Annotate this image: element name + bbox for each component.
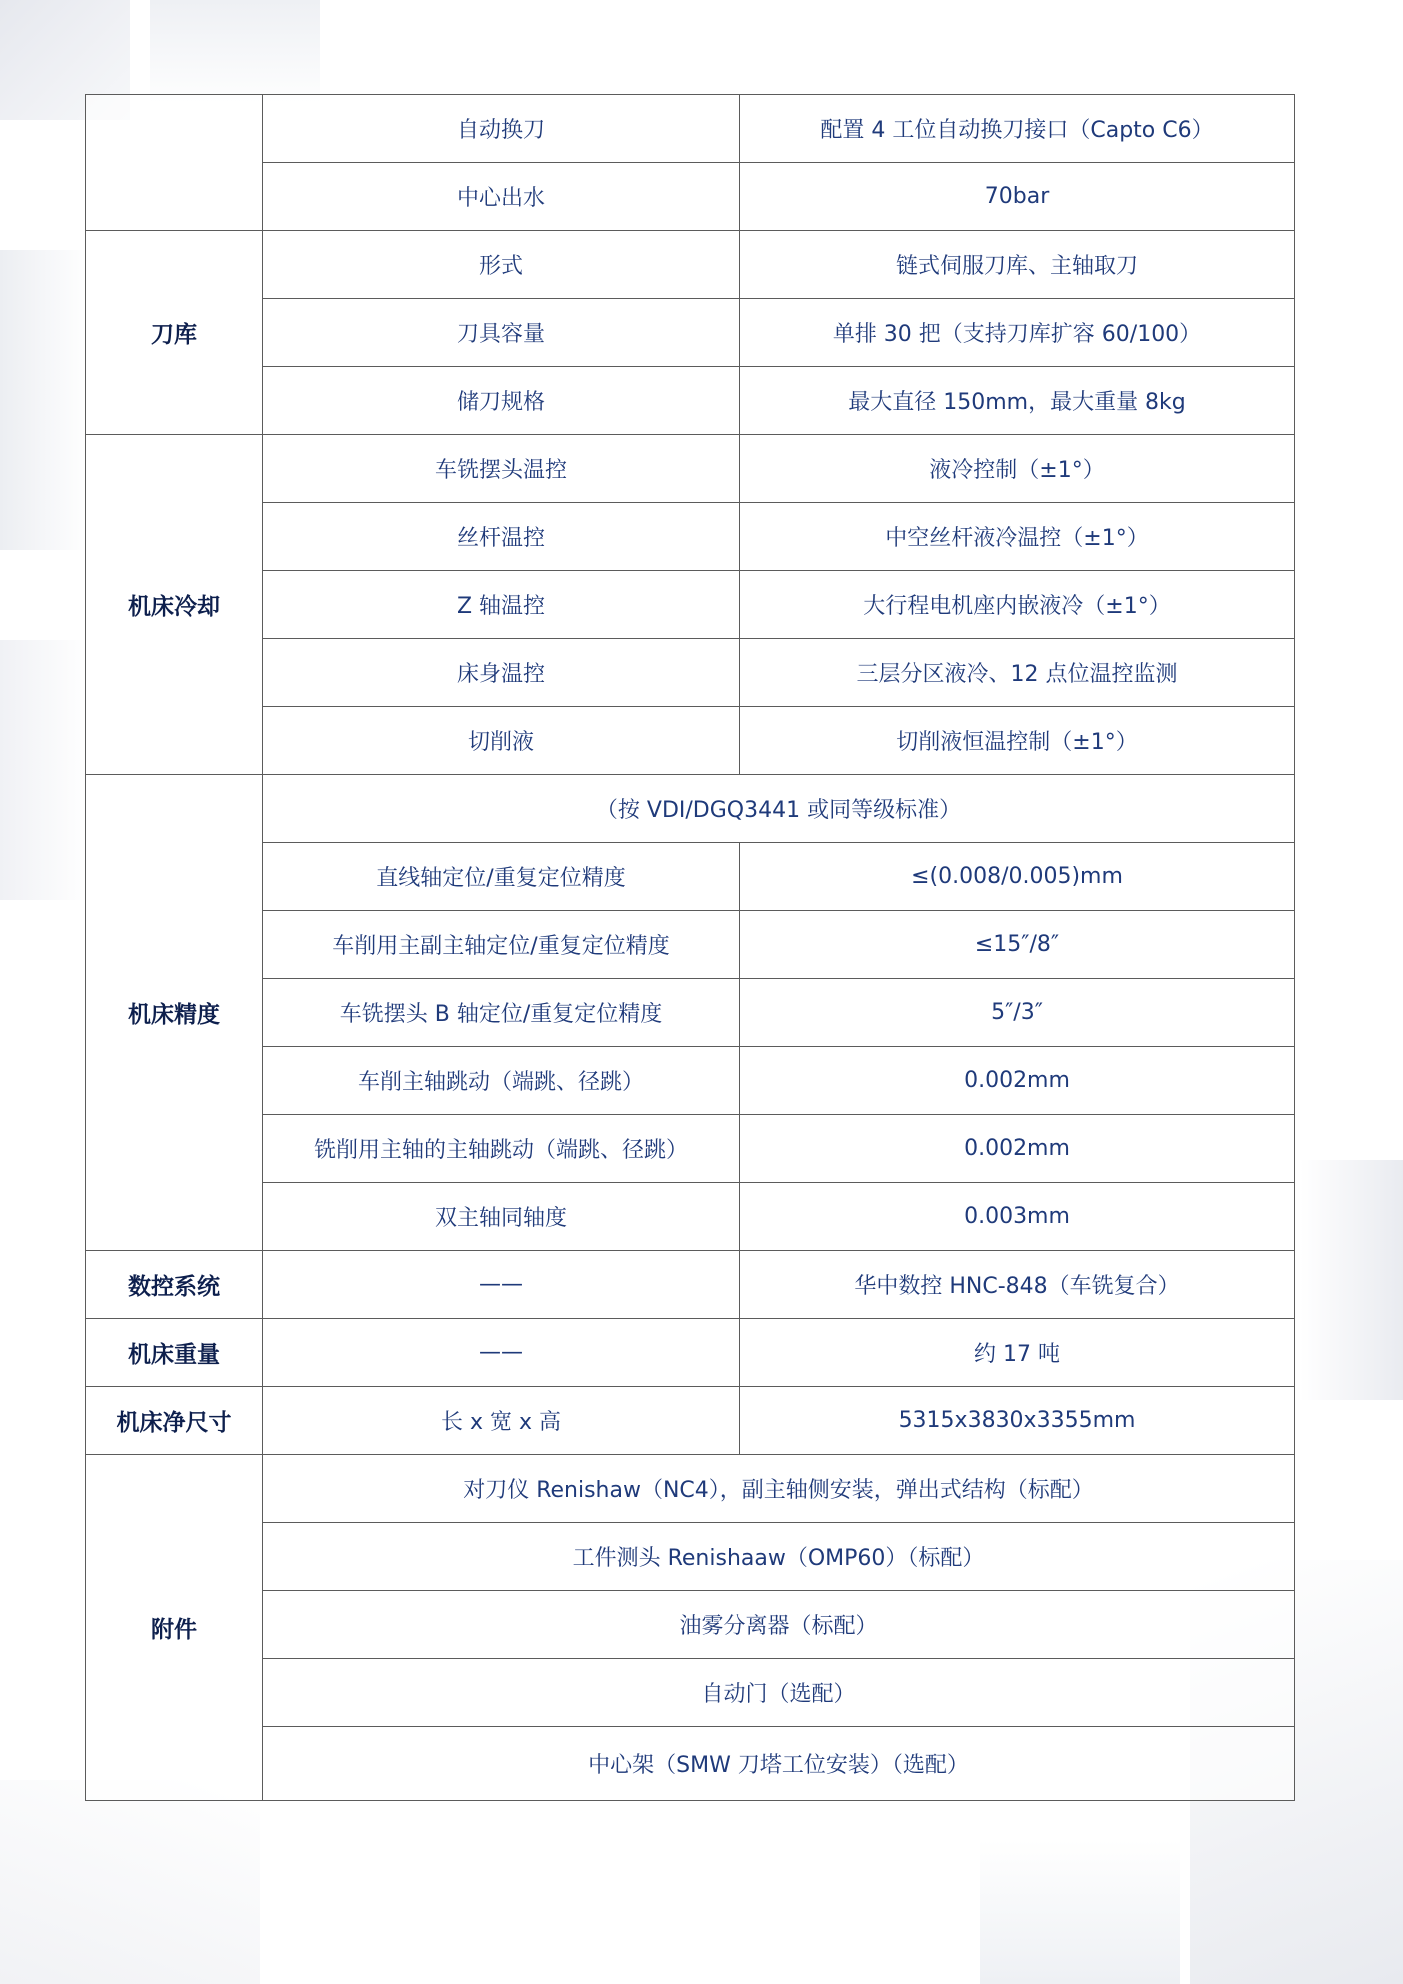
value-cell: 约 17 吨 — [740, 1319, 1295, 1387]
item-cell: 双主轴同轴度 — [263, 1183, 740, 1251]
item-cell: 切削液 — [263, 707, 740, 775]
item-cell: —— — [263, 1251, 740, 1319]
item-cell: 铣削用主轴的主轴跳动（端跳、径跳） — [263, 1115, 740, 1183]
value-cell: 0.002mm — [740, 1047, 1295, 1115]
item-cell: 车削主轴跳动（端跳、径跳） — [263, 1047, 740, 1115]
category-cell — [86, 95, 263, 231]
value-cell: 配置 4 工位自动换刀接口（Capto C6） — [740, 95, 1295, 163]
table-row — [86, 1659, 1295, 1727]
category-cell: 机床精度 — [86, 775, 263, 1251]
value-cell: 70bar — [740, 163, 1295, 231]
item-cell: 直线轴定位/重复定位精度 — [263, 843, 740, 911]
table-row — [86, 1387, 1295, 1455]
value-cell: ≤(0.008/0.005)mm — [740, 843, 1295, 911]
value-cell: 0.002mm — [740, 1115, 1295, 1183]
table-row — [86, 1727, 1295, 1801]
value-cell: 0.003mm — [740, 1183, 1295, 1251]
item-cell: 储刀规格 — [263, 367, 740, 435]
table-row — [86, 1047, 1295, 1115]
table-row — [86, 911, 1295, 979]
table-row — [86, 1183, 1295, 1251]
item-cell: 丝杆温控 — [263, 503, 740, 571]
table-row — [86, 367, 1295, 435]
table-row — [86, 1251, 1295, 1319]
table-row — [86, 843, 1295, 911]
item-cell: 长 x 宽 x 高 — [263, 1387, 740, 1455]
table-row — [86, 163, 1295, 231]
table-row — [86, 979, 1295, 1047]
item-cell: 车铣摆头温控 — [263, 435, 740, 503]
table-row — [86, 435, 1295, 503]
spec-table — [85, 94, 1295, 1801]
value-cell: 5315x3830x3355mm — [740, 1387, 1295, 1455]
value-cell: 单排 30 把（支持刀库扩容 60/100） — [740, 299, 1295, 367]
table-row — [86, 1591, 1295, 1659]
value-cell: ≤15″/8″ — [740, 911, 1295, 979]
category-cell: 数控系统 — [86, 1251, 263, 1319]
background-tile — [0, 640, 90, 900]
table-row — [86, 571, 1295, 639]
background-tile — [0, 1780, 260, 1984]
table-row — [86, 1319, 1295, 1387]
category-cell: 机床冷却 — [86, 435, 263, 775]
category-cell: 附件 — [86, 1455, 263, 1801]
background-tile — [1300, 1160, 1403, 1400]
accessory-cell: 工件测头 Renishaaw（OMP60）（标配） — [263, 1523, 1295, 1591]
accessory-cell: 自动门（选配） — [263, 1659, 1295, 1727]
value-cell: 5″/3″ — [740, 979, 1295, 1047]
value-cell: 三层分区液冷、12 点位温控监测 — [740, 639, 1295, 707]
background-tile — [980, 1840, 1180, 1984]
table-row — [86, 775, 1295, 843]
background-tile — [0, 250, 90, 550]
item-cell: 床身温控 — [263, 639, 740, 707]
value-cell: 液冷控制（±1°） — [740, 435, 1295, 503]
table-row — [86, 707, 1295, 775]
item-cell: 车铣摆头 B 轴定位/重复定位精度 — [263, 979, 740, 1047]
category-cell: 机床净尺寸 — [86, 1387, 263, 1455]
table-row — [86, 1523, 1295, 1591]
value-cell: 华中数控 HNC-848（车铣复合） — [740, 1251, 1295, 1319]
value-cell: 链式伺服刀库、主轴取刀 — [740, 231, 1295, 299]
table-row — [86, 503, 1295, 571]
value-cell: 中空丝杆液冷温控（±1°） — [740, 503, 1295, 571]
standard-note: （按 VDI/DGQ3441 或同等级标准） — [263, 775, 1295, 843]
item-cell: 自动换刀 — [263, 95, 740, 163]
accessory-cell: 油雾分离器（标配） — [263, 1591, 1295, 1659]
item-cell: 刀具容量 — [263, 299, 740, 367]
accessory-cell: 对刀仪 Renishaw（NC4），副主轴侧安装，弹出式结构（标配） — [263, 1455, 1295, 1523]
value-cell: 最大直径 150mm，最大重量 8kg — [740, 367, 1295, 435]
item-cell: 中心出水 — [263, 163, 740, 231]
table-row — [86, 1115, 1295, 1183]
table-row — [86, 299, 1295, 367]
accessory-cell: 中心架（SMW 刀塔工位安装）（选配） — [263, 1727, 1295, 1801]
table-row — [86, 95, 1295, 163]
table-row — [86, 639, 1295, 707]
category-cell: 刀库 — [86, 231, 263, 435]
table-row — [86, 231, 1295, 299]
item-cell: 形式 — [263, 231, 740, 299]
category-cell: 机床重量 — [86, 1319, 263, 1387]
table-row — [86, 1455, 1295, 1523]
value-cell: 切削液恒温控制（±1°） — [740, 707, 1295, 775]
value-cell: 大行程电机座内嵌液冷（±1°） — [740, 571, 1295, 639]
item-cell: —— — [263, 1319, 740, 1387]
item-cell: Z 轴温控 — [263, 571, 740, 639]
item-cell: 车削用主副主轴定位/重复定位精度 — [263, 911, 740, 979]
